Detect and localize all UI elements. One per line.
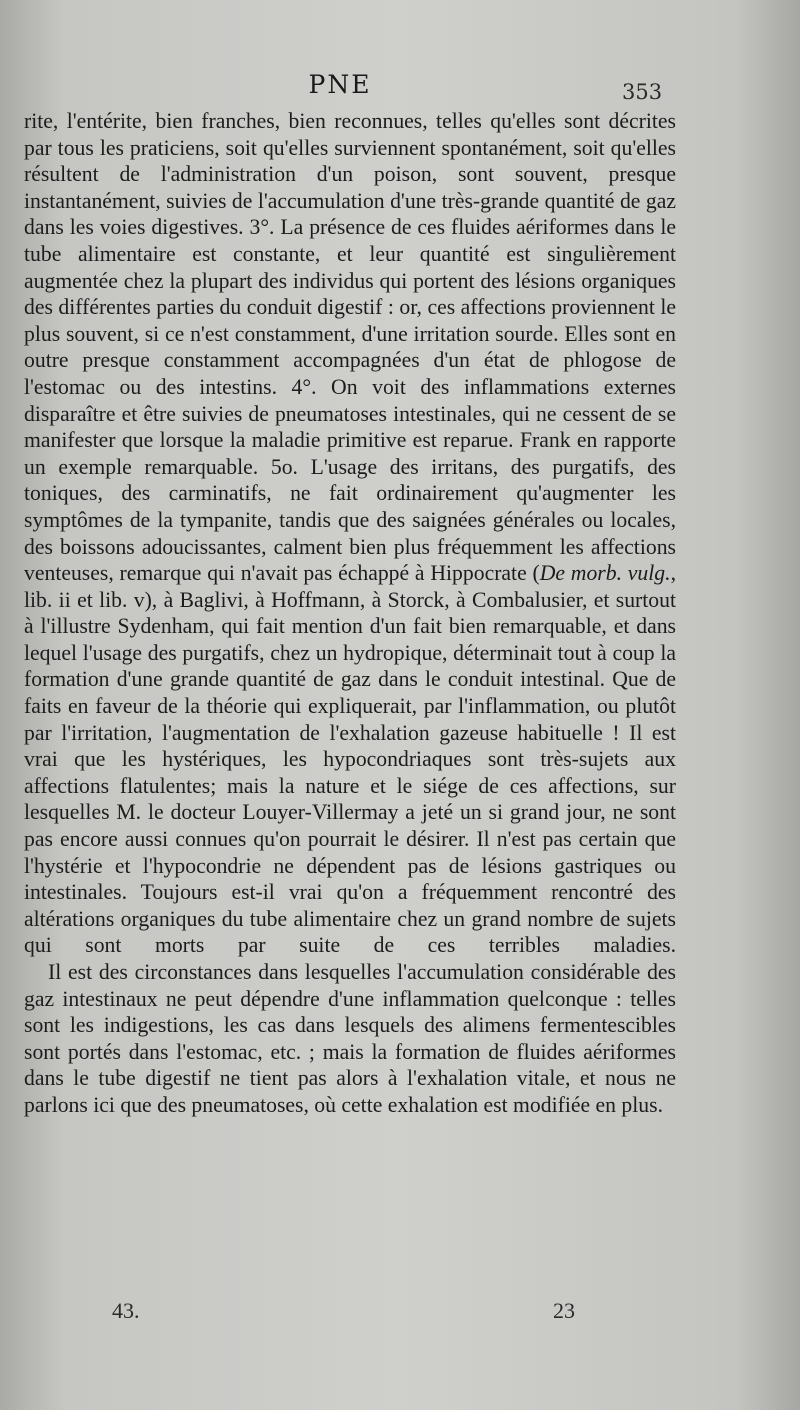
running-title: PNE: [308, 70, 372, 99]
signature-mark-left: 43.: [112, 1298, 140, 1323]
body-text: [24, 108, 676, 1119]
page-number: 353: [622, 80, 663, 104]
paragraph-1-text: rite, l'entérite, bien franches, bien reconnues, telles qu'elles sont décrites par tous les praticiens, soit qu'elles surviennent spontanément, soit qu'elles résultent de l'administration d'un poison, sont souvent, presque instantanément, suivies de l'accumulation d'une très-grande quantité de gaz dans les voies digestives. 3°. La présence de ces fluides aériformes dans le tube alimentaire est constante, et leur quantité est singulièrement augmentée chez la plupart des individus qui portent des lésions organiques des différentes parties du conduit digestif : or, ces affections proviennent le plus souvent, si ce n'est constamment, d'une irritation sourde. Elles sont en outre presque constamment accompagnées d'un état de phlogose de l'estomac ou des intestins. 4°. On voit des inflammations externes disparaître et être suivies de pneumatoses intestinales, qui ne cessent de se manifester que lorsque la maladie primitive est reparue. Frank en rapporte un exemple remarquable. 5o. L'usage des irritans, des purgatifs, des toniques, des carminatifs, ne fait ordinairement qu'augmenter les symptômes de la tympanite, tandis que des saignées générales ou locales, des boissons adoucissantes, calment bien plus fréquemment les affections venteuses, remarque qui n'avait pas échappé à Hippocrate (: [24, 109, 676, 586]
page-footer: [0, 1294, 800, 1334]
signature-mark-right: 23: [553, 1298, 575, 1323]
paragraph-1: [24, 108, 676, 959]
paragraph-1-continuation: , lib. ii et lib. v), à Baglivi, à Hoffmann, à Storck, à Combalusier, et surtout à l'illustre Sydenham, qui fait mention d'un fait bien remarquable, et dans lequel l'usage des purgatifs, chez un hydropique, déterminait tout à coup la formation d'une grande quantité de gaz dans le conduit intestinal. Que de faits en faveur de la théorie qui expliquerait, par l'inflammation, ou plutôt par l'irritation, l'augmentation de l'exhalation gazeuse habituelle ! Il est vrai que les hystériques, les hypocondriaques sont très-sujets aux affections flatulentes; mais la nature et le siége de ces affections, sur lesquelles M. le docteur Louyer-Villermay a jeté un si grand jour, ne sont pas encore aussi connues qu'on pourrait le désirer. Il n'est pas certain que l'hystérie et l'hypocondrie ne dépendent pas de lésions gastriques ou intestinales. Toujours est-il vrai qu'on a fréquemment rencontré des altérations organiques du tube alimentaire chez un grand nombre de sujets qui sont morts par suite de ces terribles maladies.: [24, 561, 676, 958]
paragraph-2: Il est des circonstances dans lesquelles l'accumulation considérable des gaz intestinaux ne peut dépendre d'une inflammation quelconque : telles sont les indigestions, les cas dans lesquels des alimens fermentescibles sont portés dans l'estomac, etc. ; mais la formation de fluides aériformes dans le tube digestif ne tient pas alors à l'exhalation vitale, et nous ne parlons ici que des pneumatoses, où cette exhalation est modifiée en plus.: [24, 960, 676, 1117]
citation-title: De morb. vulg.: [539, 561, 671, 586]
